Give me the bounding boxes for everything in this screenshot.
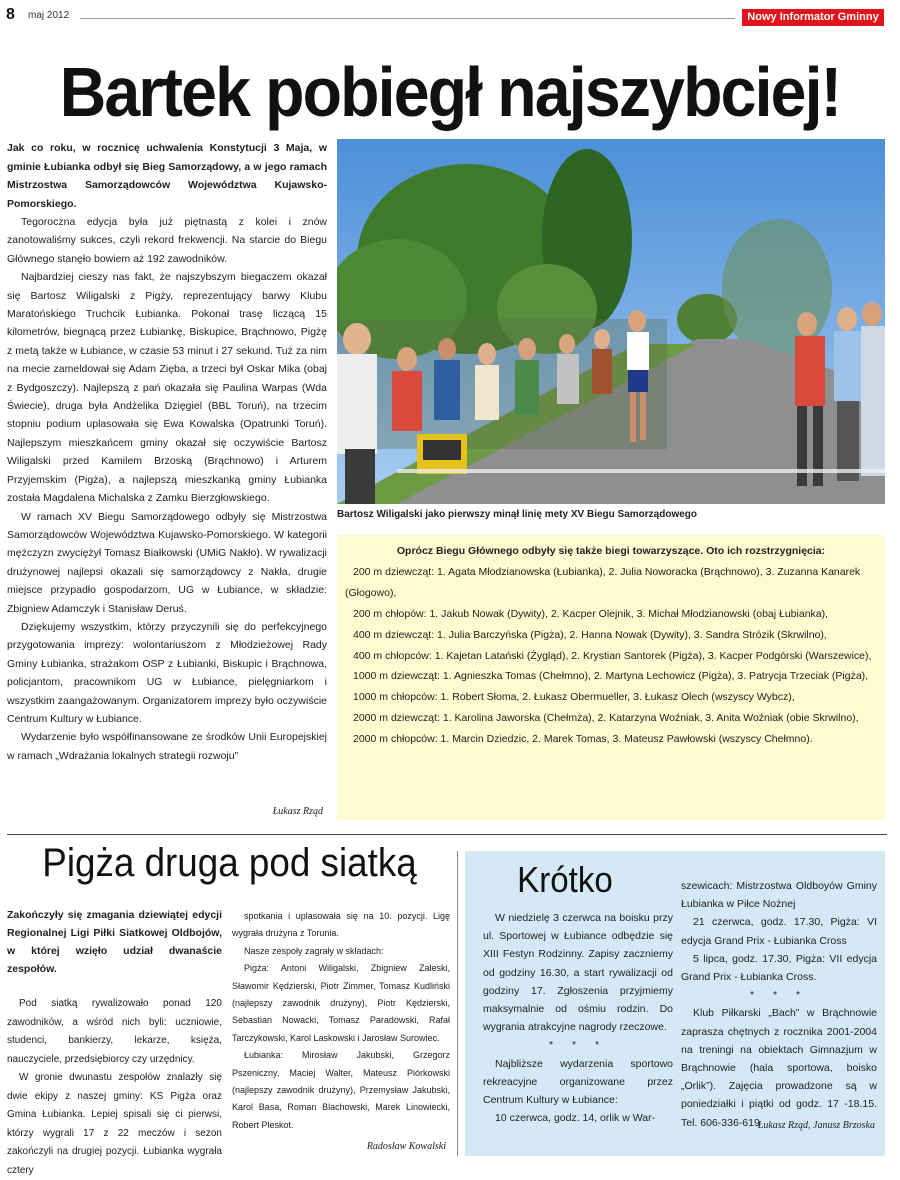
brief-author: Łukasz Rząd, Janusz Brzoska [757,1120,875,1131]
separator-stars: * * * [548,1039,608,1052]
second-author: Radosław Kowalski [366,1141,446,1152]
page-number: 8 [6,6,15,23]
main-paragraph: Dziękujemy wszystkim, którzy przyczynili się do perfekcyjnego przygotowania imprezy: wolontariuszom z Młodzieżowej Rady Gminy Łubianka, strażakom OSP z Łubianki, Biskupic i Brąchnowa, policjantom, pracownikom UG w Łubiance, pielęgniarkom i wszystkim zaangażowanym. Organizatorem imprezy było oczywiście Centrum Kultury w Łubiance. [7,620,327,725]
second-paragraph: Łubianka: Mirosław Jakubski, Grzegorz Pszeniczny, Maciej Walter, Mateusz Piórkowski (najlepszy zawodnik drużyny), Przemysław Jakubski, Karol Basa, Roman Blachowski, Marek Linowiecki, Robert Pleskot. [232,1050,450,1130]
main-headline: Bartek pobiegł najszybciej! [59,53,841,131]
race-photo-image [337,139,885,504]
page-header [0,0,900,30]
photo-caption: Bartosz Wiligalski jako pierwszy minął linię mety XV Biegu Samorządowego [337,509,698,520]
publication-name: Nowy Informator Gminny [742,9,884,26]
news-brief-box [465,851,885,1156]
second-lead: Zakończyły się zmagania dziewiątej edycji Regionalnej Ligi Piłki Siatkowej Oldbojów, w której wzięło udział dwanaście zespołów. [7,909,222,975]
results-box [337,535,885,820]
main-paragraph: Najbardziej cieszy nas fakt, że najszybszym biegaczem okazał się Bartosz Wiligalski z Pigży, reprezentujący barwy Klubu Maratońskiego Truchcik Łubianka. Pokonał trasę liczącą 15 kilometrów, biegnącą przez Łubiankę, Biskupice, Brąchnowo, Pigżę z metą także w Łubiance, w czasie 53 minut i 27 sekund. Tuż za nim na mecie zameldował się Adam Zięba, a trzeci był Oskar Mika (obaj z Bydgoszczy). Najlepszą z pań okazała się Paulina Warpas (Wda Świecie), druga była Andżelika Dzięgiel (BBL Toruń), na trzecim stopniu podium uplasowała się Ewa Kowalska (Opatrunki Toruń). Najlepszym mieszkańcem gminy okazał się oczywiście Bartosz Wiligalski przed Kamilem Brzoską (Brąchnowo) i Arturem Przyjemskim (Pigża), a najlepszą mieszkanką gminy Łubianka została Magdalena Michalska z Zamku Bierzgłowskiego. [7,271,327,505]
second-paragraph: spotkania i uplasowała się na 10. pozycji. Ligę wygrała drużyna z Torunia. [232,911,450,939]
second-paragraph: Pod siatką rywalizowało ponad 120 zawodników, a wśród nich byli: uczniowie, studenci, bankierzy, lekarze, księża, nauczyciele, przedsiębiorcy czy urzędnicy. [7,998,222,1065]
result-entry: 200 m dziewcząt: 1. Agata Młodzianowska (Łubianka), 2. Julia Noworacka (Brąchnowo), 3. Zuzanna Kanarek (Głogowo), [345,565,861,599]
second-paragraph: Pigża: Antoni Wiligalski, Zbigniew Zaleski, Sławomir Kędzierski, Piotr Zimmer, Tomasz Kudliński (najlepszy zawodnik drużyny), Piotr Kędzierski, Sebastian Nowacki, Tomasz Paradowski, Rafał Tarczykowski, Karol Laskowski i Jarosław Surowiec. [232,963,450,1043]
separator-stars: * * * [749,989,809,1002]
brief-paragraph: Najbliższe wydarzenia sportowo rekreacyjne organizowane przez Centrum Kultury w Łubiance: [483,1057,673,1107]
result-entry: 400 m dziewcząt: 1. Julia Barczyńska (Pigża), 2. Hanna Nowak (Dywity), 3. Sandra Strózik (Skrwilno), [353,628,827,641]
main-body [7,213,327,765]
brief-paragraph: szewicach: Mistrzostwa Oldboyów Gminy Łubianka w Piłce Nożnej [681,880,877,911]
brief-paragraph: W niedzielę 3 czerwca na boisku przy ul. Sportowej w Łubiance odbędzie się XIII Festyn Rodzinny. Zapisy zaczniemy od godziny 16.30, a start rywalizacji od godziny 17. Zgłoszenia przyjmiemy maksymalnie od ośmiu rodzin. Do wygrania atrakcyjne nagrody rzeczowe. [483,912,673,1034]
brief-paragraph: 5 lipca, godz. 17.30, Pigża: VII edycja Grand Prix - Łubianka Cross. [681,952,877,984]
result-entry: 400 m chłopców: 1. Kajetan Latański (Żygląd), 2. Krystian Santorek (Pigża), 3. Kacper Podgórski (Warszewice), [353,649,872,662]
main-paragraph: Wydarzenie było współfinansowane ze środków Unii Europejskiej w ramach „Wdrażania lokalnych strategii rozwoju” [7,731,327,762]
second-paragraph: Nasze zespoły zagrały w składach: [244,945,384,956]
result-entry: 1000 m dziewcząt: 1. Agnieszka Tomas (Chełmno), 2. Martyna Lechowicz (Pigża), 3. Patrycja Trzeciak (Pigża), [353,670,869,683]
race-photo [337,139,885,504]
main-author: Łukasz Rząd [272,806,323,817]
main-lead: Jak co roku, w rocznicę uchwalenia Konstytucji 3 Maja, w gminie Łubianka odbył się Bieg Samorządowy, a w jego ramach Mistrzostwa Samorządowców Województwa Kujawsko-Pomorskiego. [7,142,327,210]
column-divider [457,851,458,1156]
result-entry: 2000 m chłopców: 1. Marcin Dziedzic, 2. Marek Tomas, 3. Mateusz Pawłowski (wszyscy Chełmno). [353,733,813,746]
second-paragraph: W gronie dwunastu zespołów znalazły się dwie ekipy z naszej gminy: KS Pigża oraz Gmina Łubianka. Lepiej spisali się ci pierwsi, którzy wygrali 17 z 22 meczów i sezon zakończyli na drugiej pozycji. Łubianka wygrała cztery [7,1072,222,1176]
main-paragraph: W ramach XV Biegu Samorządowego odbyły się Mistrzostwa Samorządowców Województwa Kujawsko-Pomorskiego. W kategorii mężczyzn zwyciężył Tomasz Białkowski (UMiG Nakło). W rywalizacji drużynowej najlepsi okazali się samorządowcy z Nakła, drugie miejsce przypadło gospodarzom, UG w Łubiance, w składzie: Zbigniew Adamczyk i Stanisław Deruś. [7,510,327,615]
brief-col1 [483,909,673,1127]
issue-date: maj 2012 [28,10,70,21]
brief-title: Krótko [517,859,613,900]
second-body-col1 [7,995,222,1180]
results-heading: Oprócz Biegu Głównego odbyły się także biegi towarzyszące. Oto ich rozstrzygnięcia: [396,545,826,557]
result-entry: 1000 m chłopców: 1. Robert Słoma, 2. Łukasz Obermueller, 3. Łukasz Olech (wszyscy Wybcz), [353,691,795,704]
main-paragraph: Tegoroczna edycja była już piętnastą z kolei i znów zanotowaliśmy sukces, czyli rekord frekwencji. Na starcie do Biegu Głównego stanęło bowiem aż 192 zawodników. [7,216,327,265]
brief-paragraph: 21 czerwca, godz. 17.30, Pigża: VI edycja Grand Prix - Łubianka Cross [681,916,877,947]
result-entry: 2000 m dziewcząt: 1. Karolina Jaworska (Chełmża), 2. Katarzyna Woźniak, 3. Anita Woźniak (obie Skrwilno), [353,712,859,725]
section-divider [7,834,887,835]
result-entry: 200 m chłopów: 1. Jakub Nowak (Dywity), 2. Kacper Olejnik, 3. Michał Młodzianowski (obaj Łubianka), [353,607,829,620]
brief-col2 [681,877,877,1132]
brief-paragraph: 10 czerwca, godz. 14, orlik w War- [495,1112,656,1125]
brief-paragraph: Klub Piłkarski „Bach” w Brąchnowie zaprasza chętnych z rocznika 2001-2004 na treningi na obiektach Gimnazjum w Brąchnowie (hala sportowa, boisko „Orlik”). Zajęcia prowadzone są w poniedziałki i piątki od godz. 17 -18.15. Tel. 606-336-619 [681,1007,877,1129]
header-rule [80,18,735,19]
second-headline: Pigża druga pod siatką [42,841,417,885]
second-body-col2 [232,908,450,1134]
